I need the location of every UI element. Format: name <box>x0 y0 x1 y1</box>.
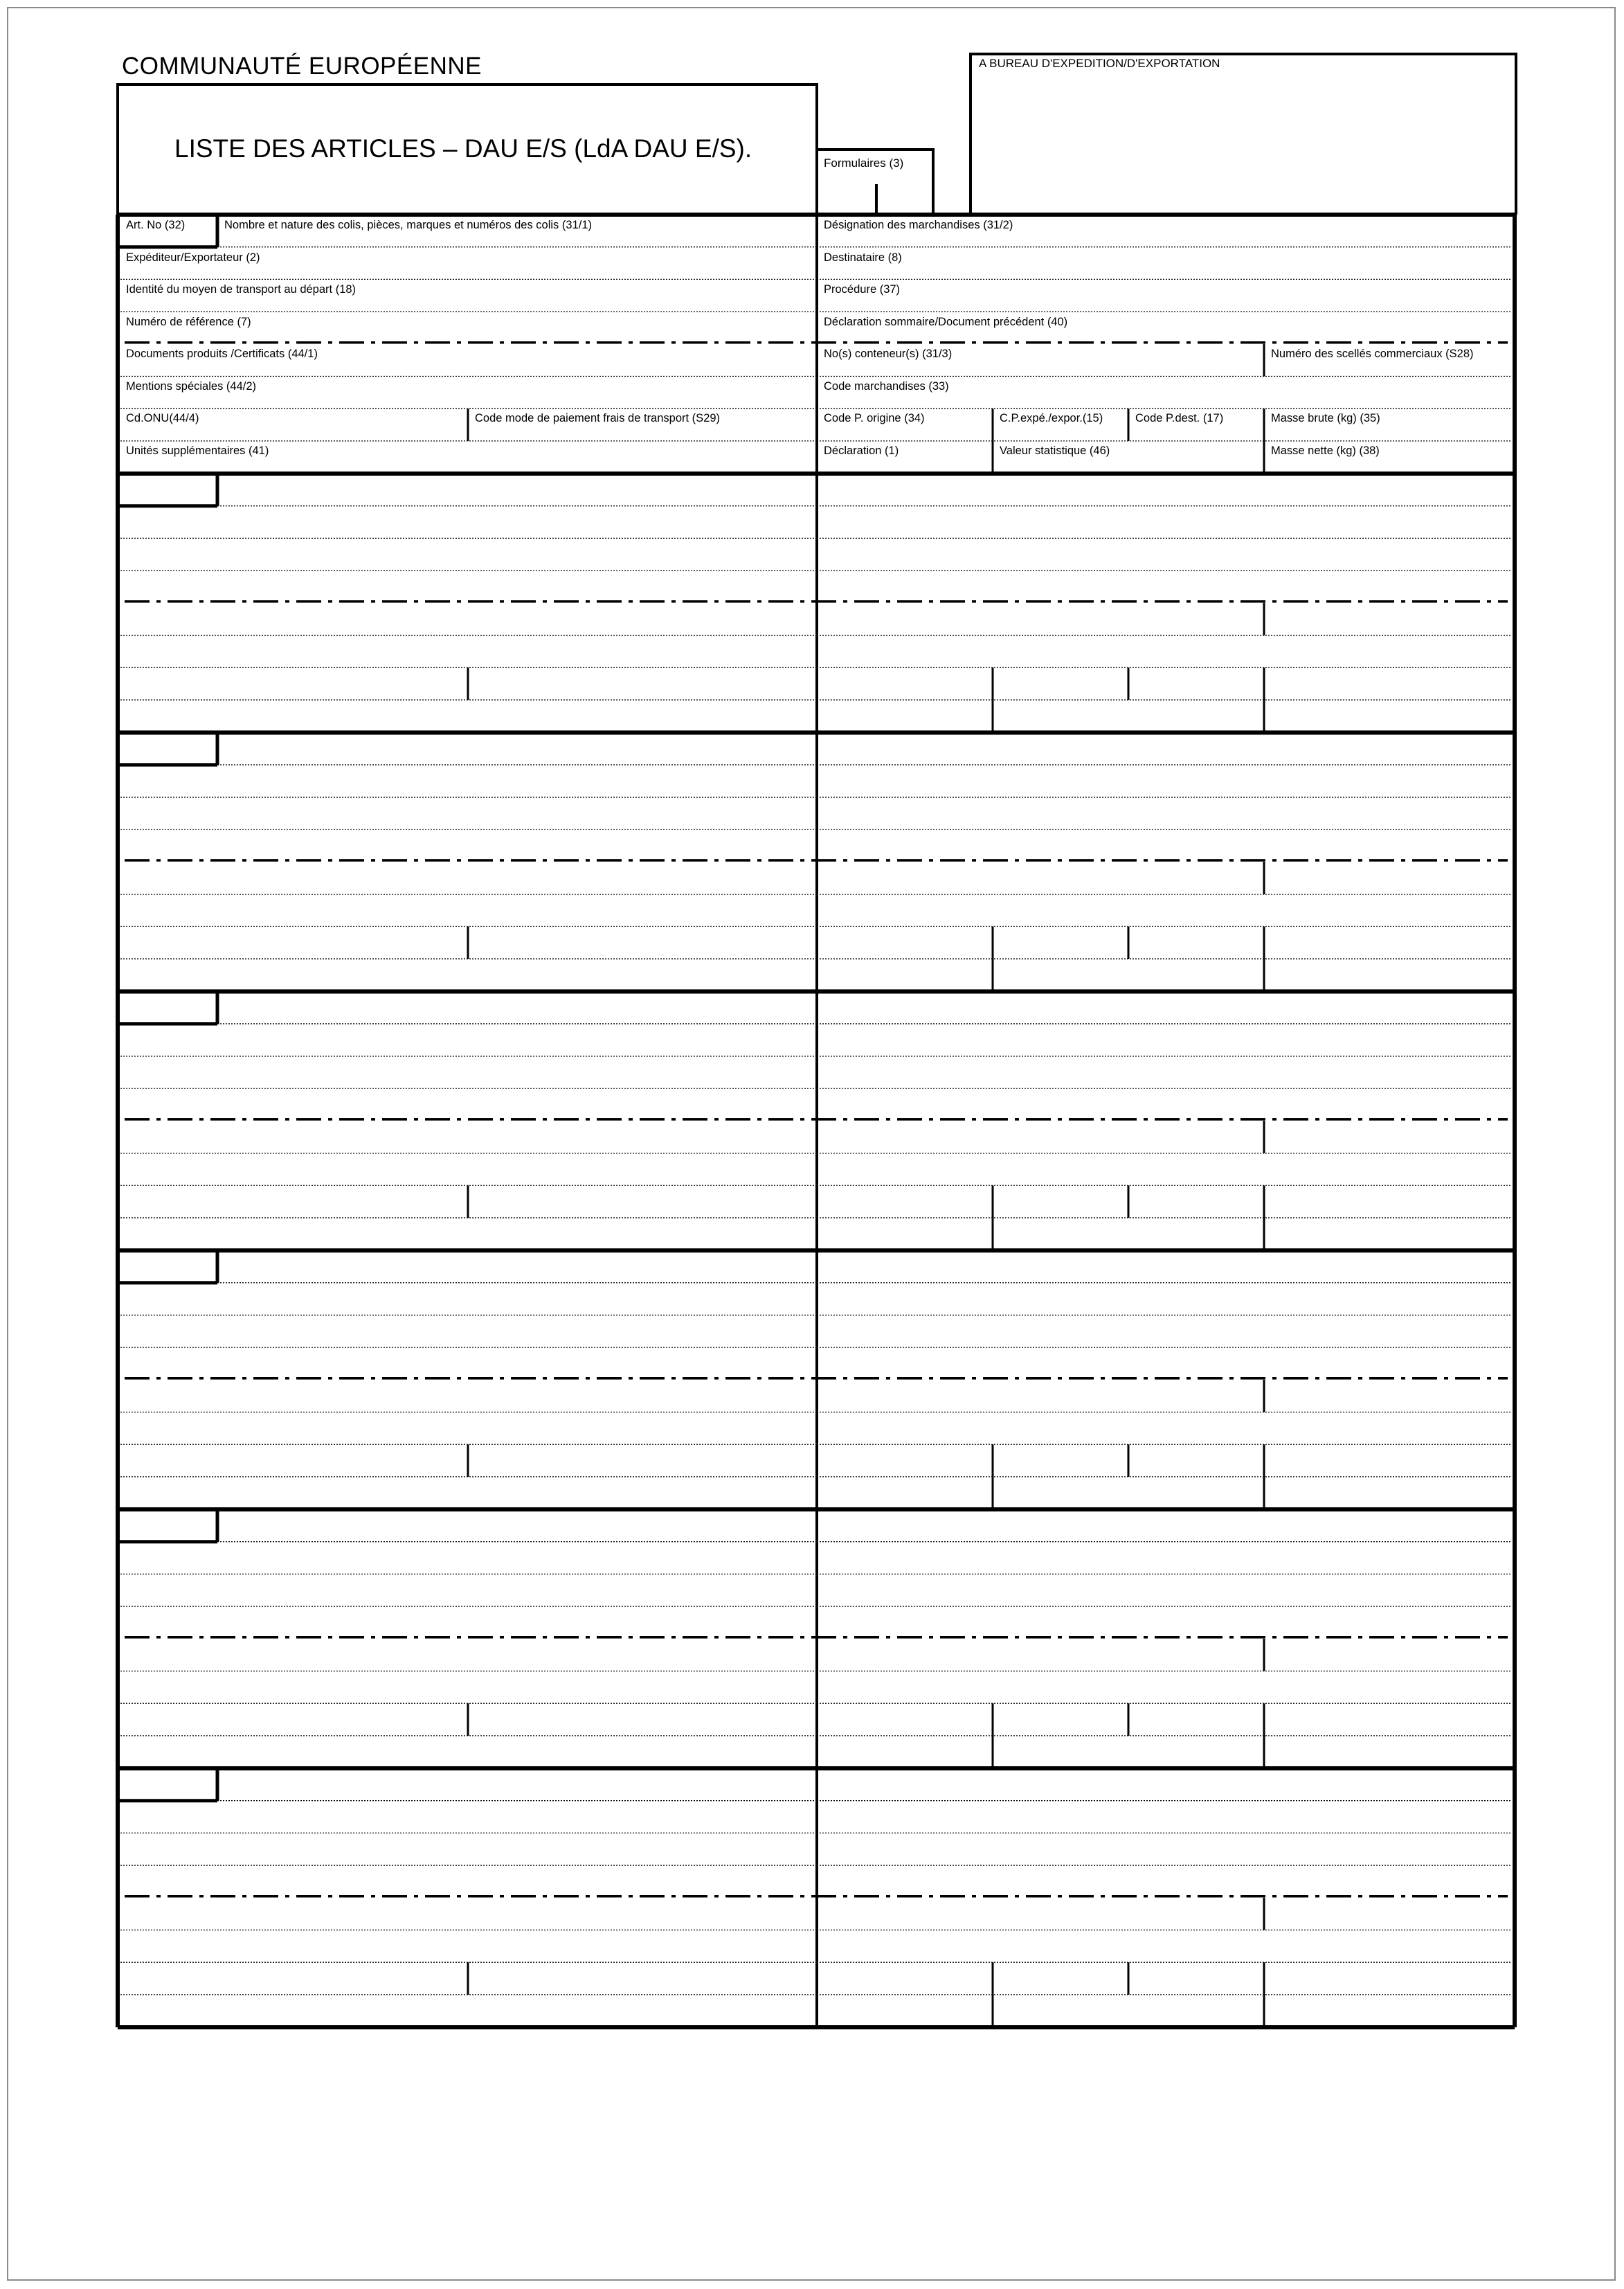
label-art-no: Art. No (32) <box>126 219 186 231</box>
formulaires-field[interactable] <box>815 148 935 215</box>
label-scelles: Numéro des scellés commerciaux (S28) <box>1271 348 1474 360</box>
label-conteneurs: No(s) conteneur(s) (31/3) <box>824 348 953 360</box>
label-cd-onu: Cd.ONU(44/4) <box>126 412 199 424</box>
formulaires-label: Formulaires (3) <box>824 156 904 170</box>
label-code-marchandises: Code marchandises (33) <box>824 380 949 393</box>
label-unites-supp: Unités supplémentaires (41) <box>126 445 269 457</box>
label-procedure: Procédure (37) <box>824 283 901 296</box>
label-masse-brute: Masse brute (kg) (35) <box>1271 412 1380 424</box>
label-declaration: Déclaration (1) <box>824 445 899 457</box>
label-code-dest: Code P.dest. (17) <box>1135 412 1224 424</box>
bureau-expedition-label: A BUREAU D'EXPEDITION/D'EXPORTATION <box>979 57 1220 70</box>
label-expediteur: Expéditeur/Exportateur (2) <box>126 251 260 264</box>
label-cp-expe: C.P.expé./expor.(15) <box>1000 412 1103 424</box>
label-code-origine: Code P. origine (34) <box>824 412 925 424</box>
label-masse-nette: Masse nette (kg) (38) <box>1271 445 1380 457</box>
label-code-paiement: Code mode de paiement frais de transport (S29) <box>475 412 721 424</box>
page-border <box>7 7 1616 2281</box>
label-mentions-speciales: Mentions spéciales (44/2) <box>126 380 257 393</box>
label-identite-transport: Identité du moyen de transport au départ (18) <box>126 283 357 296</box>
label-destinataire: Destinataire (8) <box>824 251 902 264</box>
label-colis: Nombre et nature des colis, pièces, marques et numéros des colis (31/1) <box>224 219 592 231</box>
bureau-expedition-field[interactable] <box>969 53 1517 215</box>
community-heading: COMMUNAUTÉ EUROPÉENNE <box>122 53 482 80</box>
form-title: LISTE DES ARTICLES – DAU E/S (LdA DAU E/S). <box>174 134 752 163</box>
label-documents-produits: Documents produits /Certificats (44/1) <box>126 348 318 360</box>
label-numero-reference: Numéro de référence (7) <box>126 316 251 328</box>
label-declaration-sommaire: Déclaration sommaire/Document précédent (40) <box>824 316 1068 328</box>
formulaires-divider <box>875 184 878 215</box>
label-designation: Désignation des marchandises (31/2) <box>824 219 1013 231</box>
title-box <box>116 83 818 215</box>
label-valeur-statistique: Valeur statistique (46) <box>1000 445 1110 457</box>
